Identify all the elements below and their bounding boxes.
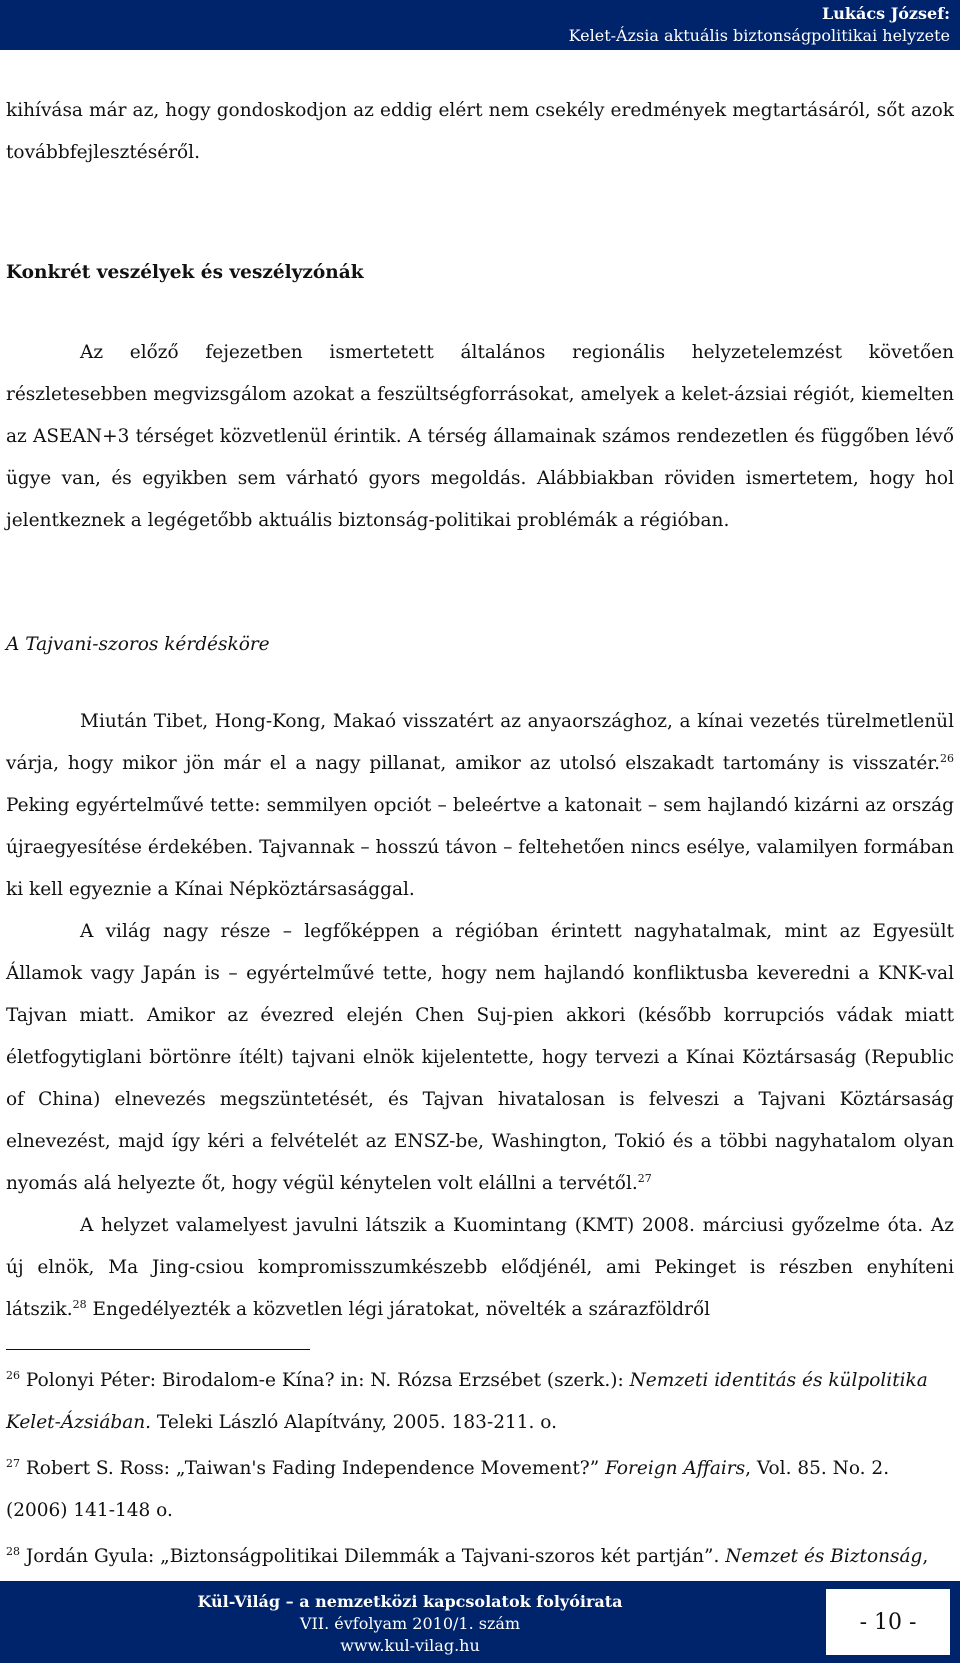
footnote-number: 27: [6, 1456, 20, 1470]
header-author: Lukács József:: [822, 4, 950, 23]
subsection-title: A Tajvani-szoros kérdésköre: [6, 634, 270, 655]
article-body: [6, 90, 954, 174]
paragraph-text: Engedélyezték a közvetlen légi járatokat, növelték a szárazföldről: [86, 1299, 710, 1320]
paragraph-continuation: kihívása már az, hogy gondoskodjon az eddig elért nem csekély eredmények megtartásáról, sőt azok továbbfejlesztéséről.: [6, 100, 954, 163]
footnote-number: 26: [6, 1368, 20, 1382]
footnote-divider: [6, 1349, 310, 1350]
paragraph-taiwan-3: [6, 1205, 954, 1331]
footer-issue: VII. évfolyam 2010/1. szám: [299, 1614, 521, 1633]
paragraph-text: Miután Tibet, Hong-Kong, Makaó visszatért az anyaországhoz, a kínai vezetés türelmetlenül várja, hogy mikor jön már el a nagy pillanat, amikor az utolsó elszakadt tartomány is visszatér.: [6, 711, 954, 774]
page-header: [0, 0, 960, 50]
footer-journal-name: Kül-Világ – a nemzetközi kapcsolatok folyóirata: [197, 1592, 623, 1611]
footnote-number: 28: [6, 1544, 20, 1558]
paragraph-taiwan-2: [6, 911, 954, 1205]
paragraph-text: Peking egyértelművé tette: semmilyen opciót – beleértve a katonait – sem hajlandó kizárni az ország újraegyesítése érdekében. Tajvannak – hosszú távon – feltehetően nincs esélye, valamilyen formában ki kell egyeznie a Kínai Népköztársasággal.: [6, 795, 954, 900]
footnote-ref-28[interactable]: 28: [72, 1297, 87, 1311]
footer-journal-info: [0, 1591, 820, 1657]
footnote-text: Polonyi Péter: Birodalom-e Kína? in: N. Rózsa Erzsébet (szerk.):: [20, 1370, 630, 1391]
paragraph-intro: Az előző fejezetben ismertetett általános regionális helyzetelemzést követően részletesebben megvizsgálom azokat a feszültségforrásokat, amelyek a kelet-ázsiai régiót, kiemelten az ASEAN+3 térséget közvetlenül érintik. A térség államainak számos rendezetlen és függőben lévő ügye van, és egyikben sem várható gyors megoldás. Alábbiakban röviden ismertetem, hogy hol jelentkeznek a legégetőbb aktuális biztonság-politikai problémák a régióban.: [6, 342, 954, 531]
paragraph-text: A helyzet valamelyest javulni látszik a Kuomintang (KMT) 2008. márciusi győzelme óta. Az új elnök, Ma Jing-csiou kompromisszumkészebb elődjénél, ami Pekinget is részben enyhíteni látszik.: [6, 1215, 954, 1320]
article-body-section: [6, 332, 954, 542]
footnote-ref-26[interactable]: 26: [940, 751, 954, 765]
footnote-italic: Foreign Affairs: [605, 1458, 746, 1479]
footnote-text: Robert S. Ross: „Taiwan's Fading Independence Movement?”: [20, 1458, 606, 1479]
footnote-text: Jordán Gyula: „Biztonságpolitikai Dilemmák a Tajvani-szoros két partján”.: [20, 1546, 726, 1567]
paragraph-taiwan-1: [6, 701, 954, 911]
page-footer: [0, 1581, 960, 1663]
footnote-italic: Nemzet és Biztonság: [725, 1546, 923, 1567]
footer-website[interactable]: www.kul-vilag.hu: [340, 1636, 480, 1655]
footnote-italic: Nemzeti identitás és külpolitika Kelet-Ázsiában.: [6, 1370, 928, 1433]
footnote-26: [6, 1360, 954, 1444]
article-body-subsection: [6, 701, 954, 1331]
section-title: Konkrét veszélyek és veszélyzónák: [6, 262, 364, 283]
footnote-ref-27[interactable]: 27: [637, 1171, 652, 1185]
paragraph-text: A világ nagy része – legfőképpen a régióban érintett nagyhatalmak, mint az Egyesült Államok vagy Japán is – egyértelművé tette, hogy nem hajlandó konfliktusba keveredni a KNK-val Tajvan miatt. Amikor az évezred elején Chen Suj-pien akkori (később korrupciós vádak miatt életfogytiglani börtönre ítélt) tajvani elnök kijelentette, hogy tervezi a Kínai Köztársaság (Republic of China) elnevezés megszüntetését, és Tajvan hivatalosan is felveszi a Tajvani Köztársaság elnevezést, majd így kéri a felvételét az ENSZ-be, Washington, Tokió és a többi nagyhatalom olyan nyomás alá helyezte őt, hogy végül kénytelen volt elállni a tervétől.: [6, 921, 954, 1194]
footnote-text: ,: [922, 1546, 929, 1567]
header-article-title: Kelet-Ázsia aktuális biztonságpolitikai helyzete: [568, 26, 950, 45]
page-number: - 10 -: [826, 1589, 950, 1655]
footnote-text: , Vol. 85. No. 2. (2006) 141-148 o.: [6, 1458, 890, 1521]
footnote-text: Teleki László Alapítvány, 2005. 183-211. o.: [151, 1412, 557, 1433]
footnote-27: [6, 1448, 954, 1532]
